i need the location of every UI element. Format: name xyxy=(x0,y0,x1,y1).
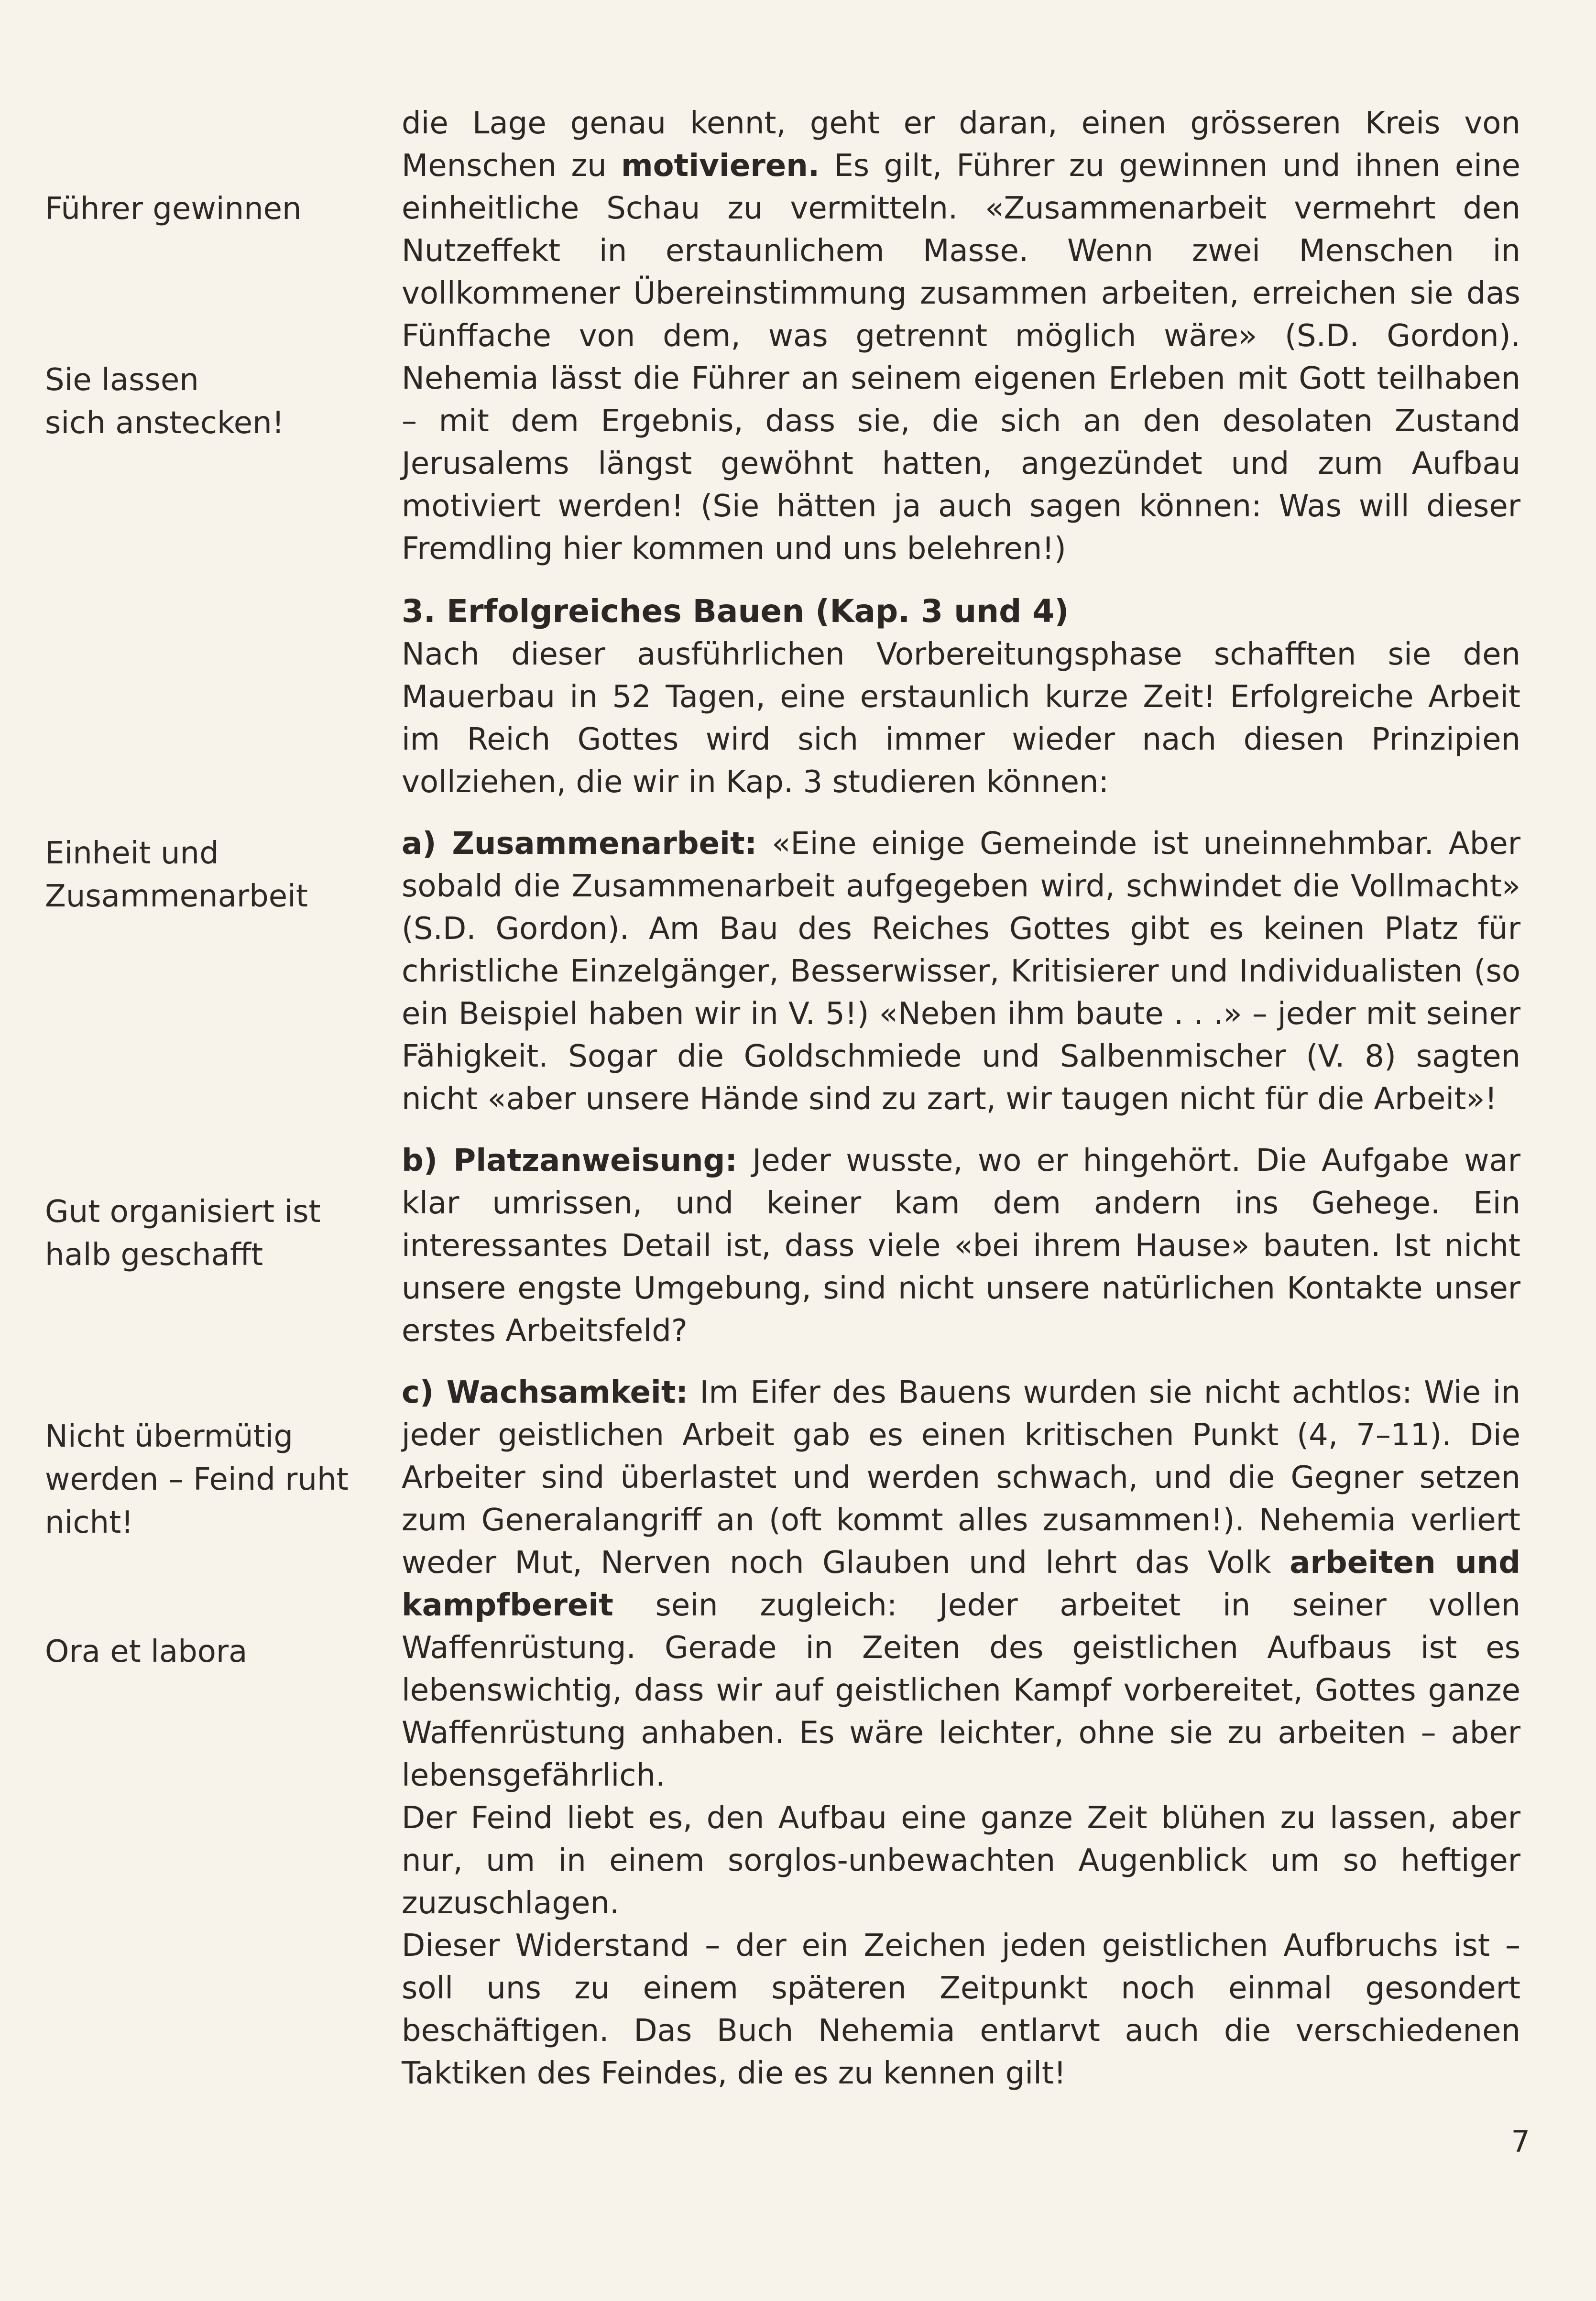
point-b-label: b) Platzanweisung: xyxy=(402,1143,738,1178)
main-text-column xyxy=(402,102,1520,2095)
point-c-paragraph-2: Der Feind liebt es, den Aufbau eine ganze Zeit blühen zu lassen, aber nur, um in einem sorglos-unbewachten Augenblick um so heftiger zuzuschlagen. xyxy=(402,1800,1520,1921)
intro-bold: motivieren. xyxy=(621,148,820,184)
margin-note-anstecken: Sie lassen sich anstecken! xyxy=(45,362,284,441)
point-a-paragraph xyxy=(402,823,1520,1121)
margin-note-organisiert: Gut organisiert ist halb geschafft xyxy=(45,1194,321,1273)
margin-note-uebermuetig: Nicht übermütig werden – Feind ruht nicht! xyxy=(45,1419,349,1540)
intro-text-before: die Lage genau kennt, geht er daran, einen grösseren Kreis von Menschen zu xyxy=(402,106,1520,184)
point-c-label: c) Wachsamkeit: xyxy=(402,1375,689,1410)
margin-note-ora: Ora et labora xyxy=(45,1634,248,1669)
point-a-label: a) Zusammenarbeit: xyxy=(402,826,757,862)
point-c-bold: arbeiten und kampfbereit xyxy=(402,1545,1521,1623)
point-b-text: Jeder wusste, wo er hingehört. Die Aufgabe war klar umrissen, und keiner kam dem andern ins Gehege. Ein interessantes Detail ist, dass viele «bei ihrem Hause» bauten. Ist nicht unsere engste Umgebung, sind nicht unsere natürlichen Kontakte unser erstes Arbeitsfeld? xyxy=(402,1143,1521,1349)
point-b-paragraph xyxy=(402,1140,1520,1352)
margin-note-einheit: Einheit und Zusammenarbeit xyxy=(45,836,308,914)
point-a-text: «Eine einige Gemeinde ist uneinnehmbar. Aber sobald die Zusammenarbeit aufgegeben wird, schwindet die Vollmacht» (S.D. Gordon). Am Bau des Reiches Gottes gibt es keinen Platz für christliche Einzelgänger, Besserwisser, Kritisierer und Individualisten (so ein Beispiel haben wir in V. 5!) «Neben ihm baute . . .» – jeder mit seiner Fähigkeit. Sogar die Goldschmiede und Salbenmischer (V. 8) sagten nicht «aber unsere Hände sind zu zart, wir taugen nicht für die Arbeit»! xyxy=(402,826,1521,1117)
section-3-heading: 3. Erfolgreiches Bauen (Kap. 3 und 4) xyxy=(402,593,1069,630)
point-c-paragraph xyxy=(402,1372,1520,1797)
margin-note-fuehrer: Führer gewinnen xyxy=(45,191,302,227)
point-c-text-before: Im Eifer des Bauens wurden sie nicht achtlos: Wie in jeder geistlichen Arbeit gab es einen kritischen Punkt (4, 7–11). Die Arbeiter sind überlastet und werden schwach, und die Gegner setzen zum Generalangriff an (oft kommt alles zusammen!). Nehemia verliert weder Mut, Nerven noch Glauben und lehrt das Volk xyxy=(402,1375,1521,1581)
page-number: 7 xyxy=(1511,2124,1530,2159)
section-3-paragraph: Nach dieser ausführlichen Vorbereitungsphase schafften sie den Mauerbau in 52 Tagen, eine erstaunlich kurze Zeit! Erfolgreiche Arbeit im Reich Gottes wird sich immer wieder nach diesen Prinzipien vollziehen, die wir in Kap. 3 studieren können: xyxy=(402,637,1520,800)
intro-text-after: Es gilt, Führer zu gewinnen und ihnen eine einheitliche Schau zu vermitteln. «Zusammenarbeit vermehrt den Nutzeffekt in erstaunlichem Masse. Wenn zwei Menschen in vollkommener Übereinstimmung zusammen arbeiten, erreichen sie das Fünffache von dem, was getrennt möglich wäre» (S.D. Gordon). Nehemia lässt die Führer an seinem eigenen Erleben mit Gott teilhaben – mit dem Ergebnis, dass sie, die sich an den desolaten Zustand Jerusalems längst gewöhnt hatten, angezündet und zum Aufbau motiviert werden! (Sie hätten ja auch sagen können: Was will dieser Fremdling hier kommen und uns belehren!) xyxy=(402,148,1521,567)
point-c-text-after: sein zugleich: Jeder arbeitet in seiner vollen Waffenrüstung. Gerade in Zeiten des geistlichen Aufbaus ist es lebenswichtig, dass wir auf geistlichen Kampf vorbereitet, Gottes ganze Waffenrüstung anhaben. Es wäre leichter, ohne sie zu arbeiten – aber lebensgefährlich. xyxy=(402,1588,1520,1793)
point-c-paragraph-3: Dieser Widerstand – der ein Zeichen jeden geistlichen Aufbruchs ist – soll uns zu einem späteren Zeitpunkt noch einmal gesondert beschäftigen. Das Buch Nehemia entlarvt auch die verschiedenen Taktiken des Feindes, die es zu kennen gilt! xyxy=(402,1928,1520,2091)
intro-paragraph xyxy=(402,102,1520,570)
